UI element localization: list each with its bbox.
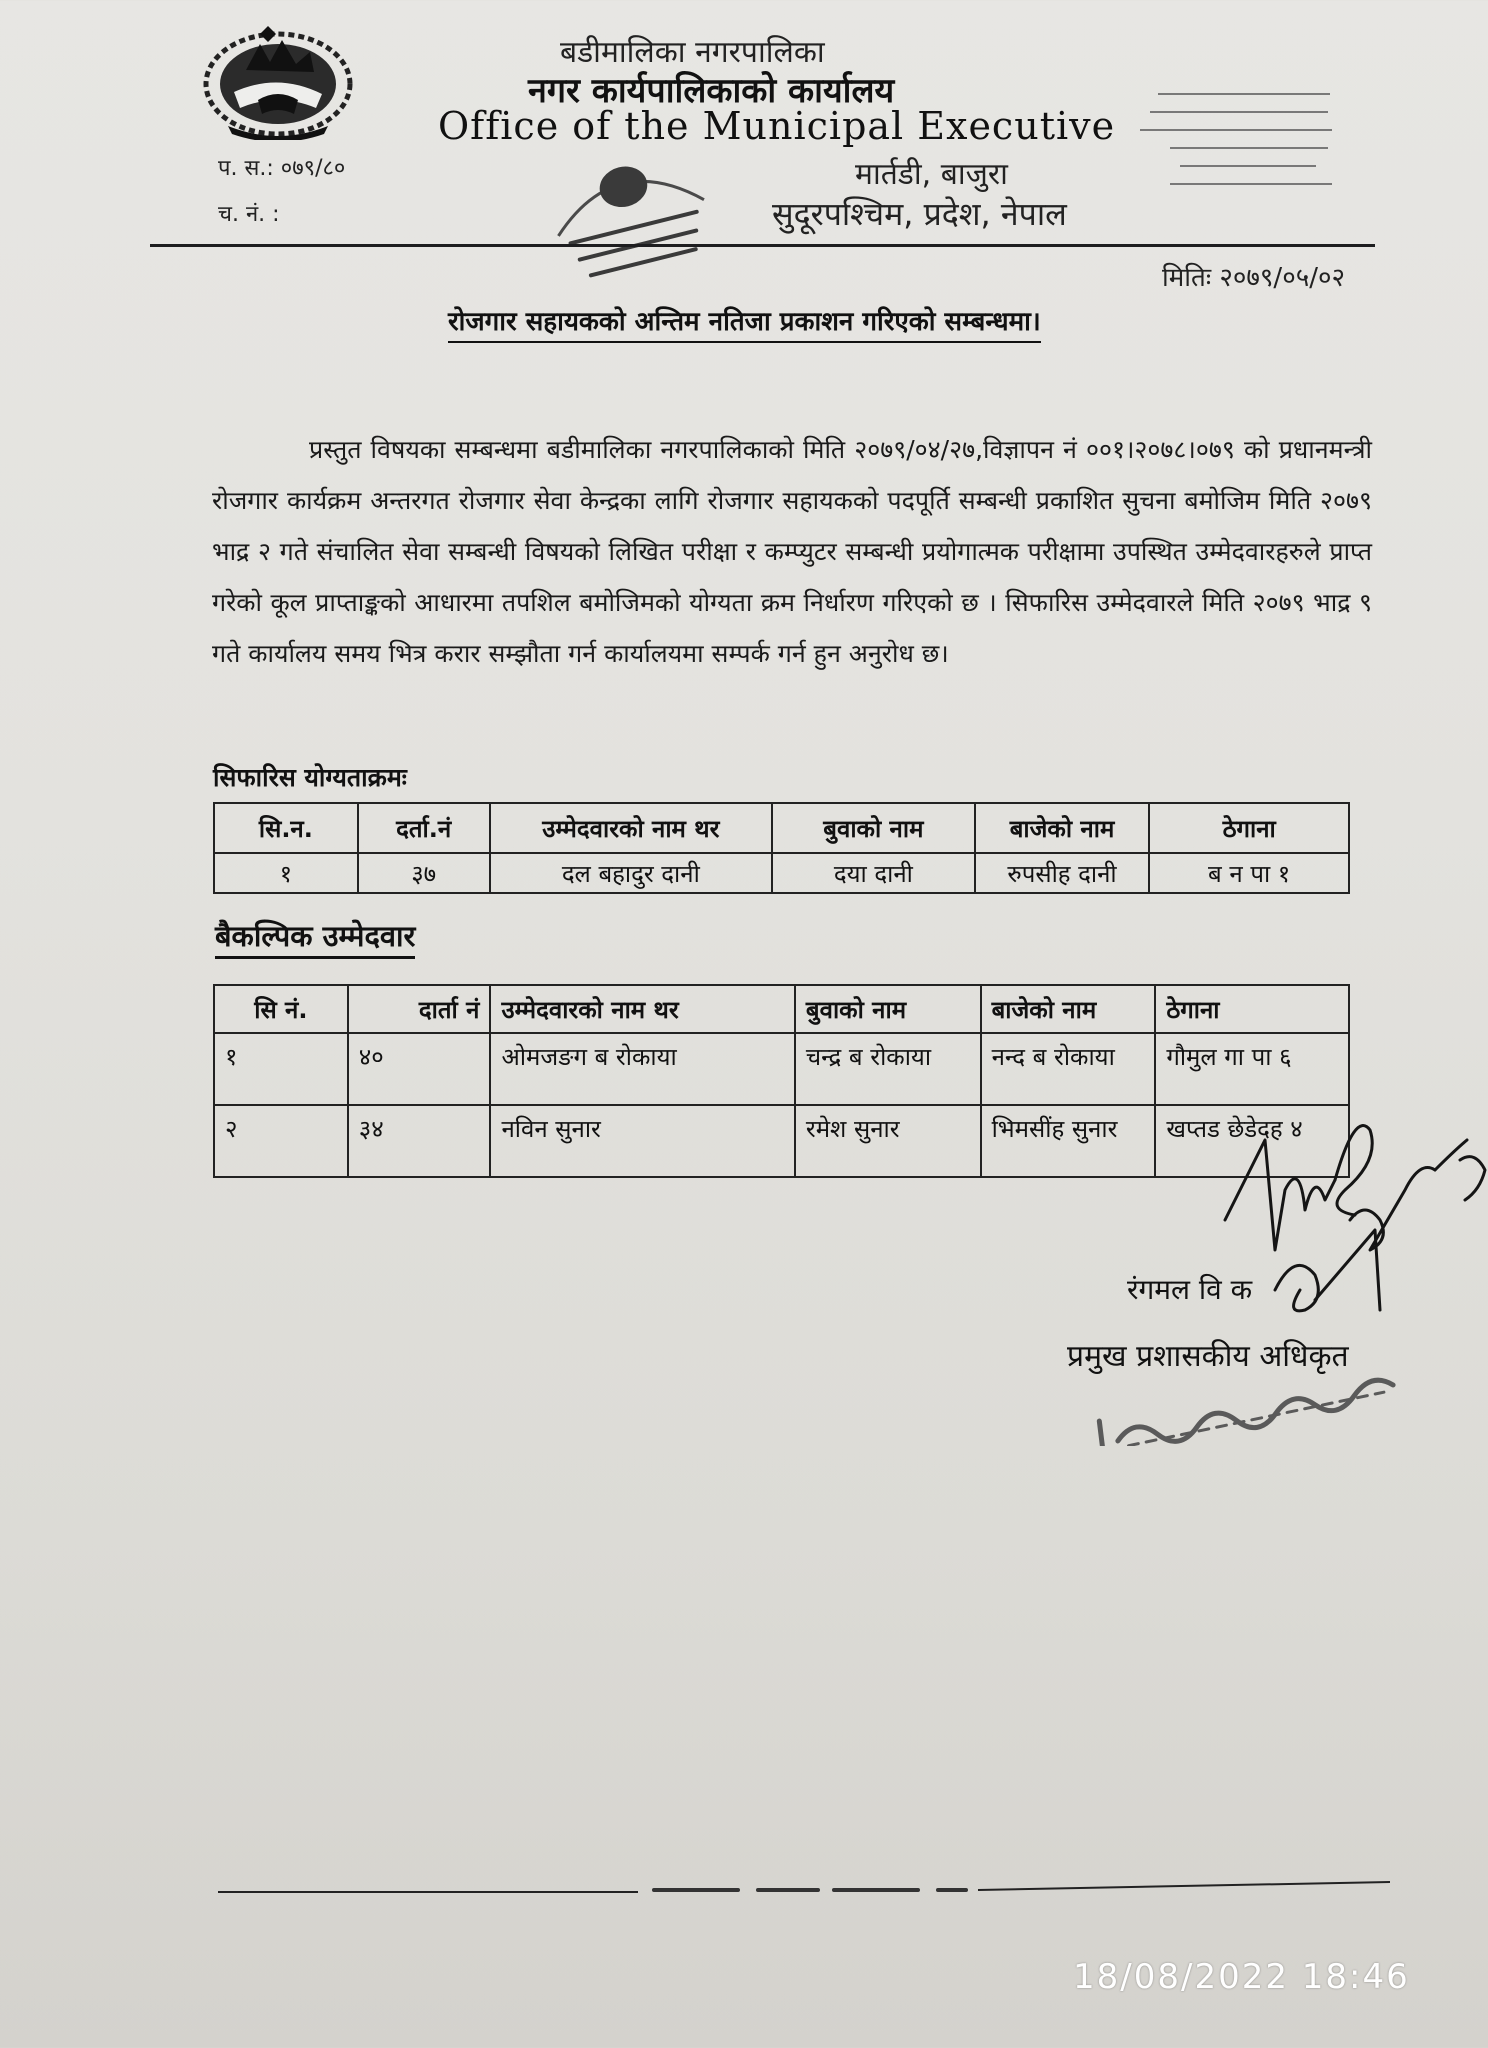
signatory-title: प्रमुख प्रशासकीय अधिकृत xyxy=(1067,1339,1349,1374)
table-cell: भिमसींह सुनार xyxy=(981,1105,1156,1177)
table-cell: २ xyxy=(214,1105,348,1177)
table-header-row xyxy=(214,803,1349,853)
header-divider xyxy=(150,244,1375,247)
column-header: बाजेको नाम xyxy=(975,803,1150,853)
footer-rule xyxy=(218,1872,1390,1906)
letter-date: मितिः २०७९/०५/०२ xyxy=(1162,263,1346,293)
table-cell: १ xyxy=(214,1033,348,1105)
reference-number: प. स.: ०७९/८० xyxy=(218,156,346,181)
office-location: मार्तडी, बाजुरा xyxy=(855,157,1008,192)
table-cell: ब न पा १ xyxy=(1149,853,1349,893)
table-header-row xyxy=(214,985,1349,1033)
table-cell: रमेश सुनार xyxy=(795,1105,981,1177)
table-row xyxy=(214,1033,1349,1105)
table-cell: ४० xyxy=(348,1033,491,1105)
contact-info-block xyxy=(1140,86,1340,206)
officer-rubber-stamp xyxy=(1095,1372,1415,1446)
column-header: सि नं. xyxy=(214,985,348,1033)
table-cell: चन्द्र ब रोकाया xyxy=(795,1033,981,1105)
handwritten-signature xyxy=(1205,1100,1488,1350)
table-cell: दल बहादुर दानी xyxy=(490,853,772,893)
recommended-heading: सिफारिस योग्यताक्रमः xyxy=(213,763,407,792)
column-header: बुवाको नाम xyxy=(795,985,981,1033)
nepal-emblem-icon xyxy=(198,22,358,140)
column-header: दार्ता नं xyxy=(348,985,491,1033)
table-row xyxy=(214,853,1349,893)
table-cell: ३७ xyxy=(358,853,490,893)
table-cell: नन्द ब रोकाया xyxy=(981,1033,1156,1105)
column-header: उम्मेदवारको नाम थर xyxy=(490,985,794,1033)
column-header: बुवाको नाम xyxy=(772,803,975,853)
office-seal-stamp xyxy=(515,128,745,293)
office-name-en: Office of the Municipal Executive xyxy=(438,104,1116,148)
table-cell: ओमजङग ब रोकाया xyxy=(490,1033,794,1105)
table-cell: गौमुल गा पा ६ xyxy=(1155,1033,1349,1105)
dispatch-number: च. नं. : xyxy=(218,202,280,227)
alternate-heading: बैकल्पिक उम्मेदवार xyxy=(215,916,415,959)
municipality-name: बडीमालिका नगरपालिका xyxy=(560,35,825,70)
table-row xyxy=(214,1105,1349,1177)
table-cell: ३४ xyxy=(348,1105,491,1177)
photo-timestamp: 18/08/2022 18:46 xyxy=(1073,1957,1410,1997)
alternate-table xyxy=(213,984,1350,1178)
office-province: सुदूरपश्चिम, प्रदेश, नेपाल xyxy=(772,195,1067,233)
column-header: दर्ता.नं xyxy=(358,803,490,853)
column-header: ठेगाना xyxy=(1149,803,1349,853)
signatory-name: रंगमल वि क xyxy=(1127,1273,1253,1306)
column-header: ठेगाना xyxy=(1155,985,1349,1033)
table-cell: रुपसीह दानी xyxy=(975,853,1150,893)
office-name-np: नगर कार्यपालिकाको कार्यालय xyxy=(528,71,895,111)
table-cell: नविन सुनार xyxy=(490,1105,794,1177)
column-header: उम्मेदवारको नाम थर xyxy=(490,803,772,853)
letter-body: प्रस्तुत विषयका सम्बन्धमा बडीमालिका नगरपालिकाको मिति २०७९/०४/२७,विज्ञापन नं ००१।२०७८।०७९ को प्रधानमन्त्री रोजगार कार्यक्रम अन्तरगत रोजगार सेवा केन्द्रका लागि रोजगार सहायकको पदपूर्ति सम्बन्धी प्रकाशित सुचना बमोजिम मिति २०७९ भाद्र २ गते संचालित सेवा सम्बन्धी विषयको लिखित परीक्षा र कम्प्युटर सम्बन्धी प्रयोगात्मक परीक्षामा उपस्थित उम्मेदवारहरुले प्राप्त गरेको कूल प्राप्ताङ्कको आधारमा तपशिल बमोजिमको योग्यता क्रम निर्धारण गरिएको छ । सिफारिस उम्मेदवारले मिति २०७९ भाद्र ९ गते कार्यालय समय भित्र करार सम्झौता गर्न कार्यालयमा सम्पर्क गर्न हुन अनुरोध छ। xyxy=(212,435,1372,668)
column-header: बाजेको नाम xyxy=(981,985,1156,1033)
table-cell: १ xyxy=(214,853,358,893)
table-cell: दया दानी xyxy=(772,853,975,893)
table-cell: खप्तड छेडेदह ४ xyxy=(1155,1105,1349,1177)
recommended-table xyxy=(213,802,1350,894)
column-header: सि.न. xyxy=(214,803,358,853)
letter-subject: रोजगार सहायकको अन्तिम नतिजा प्रकाशन गरिएको सम्बन्धमा। xyxy=(448,302,1041,343)
